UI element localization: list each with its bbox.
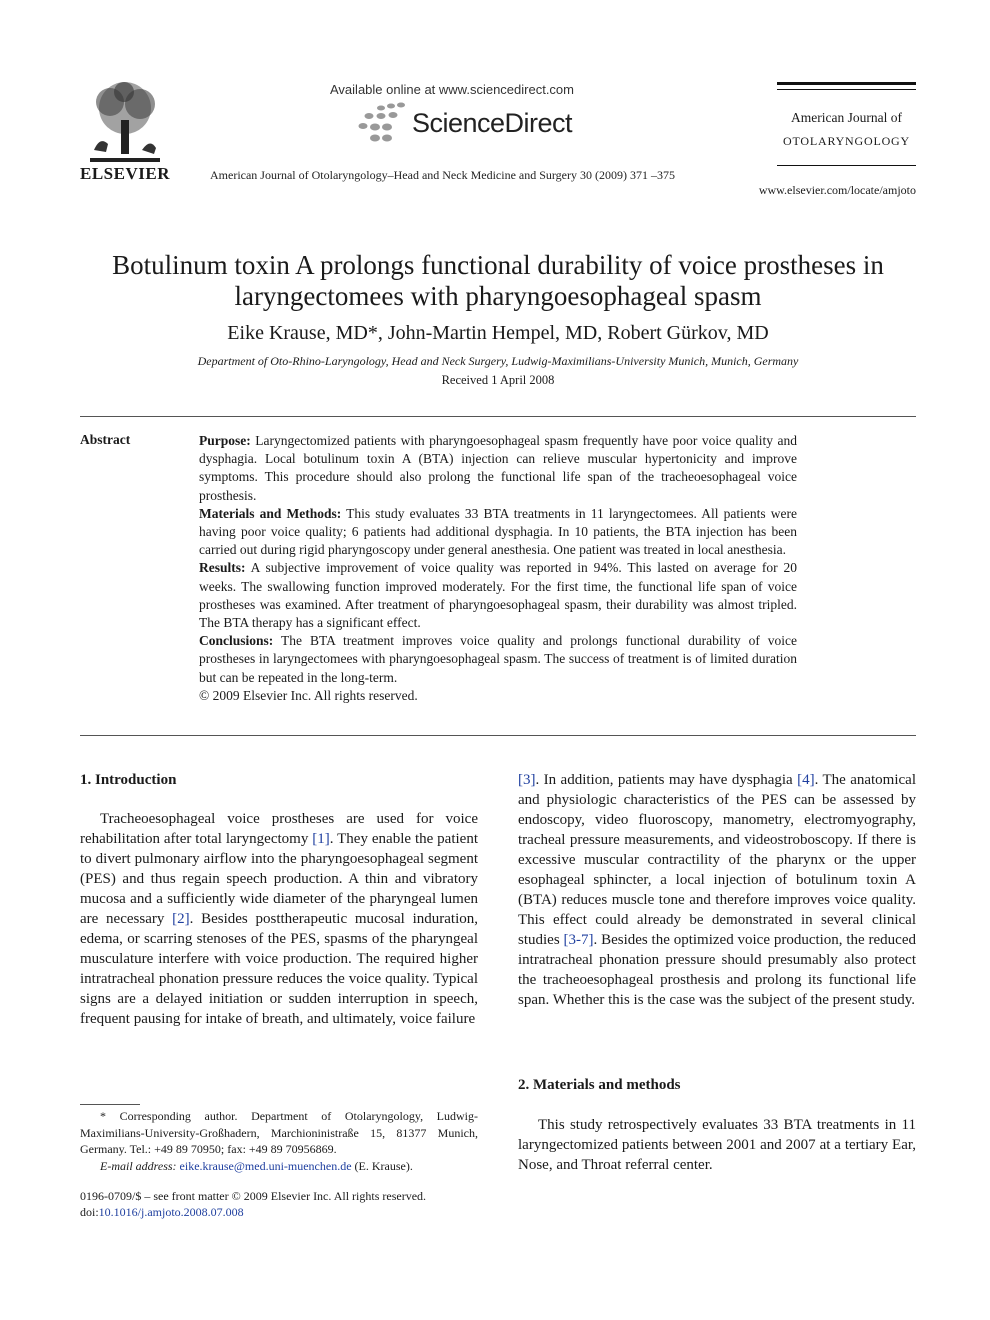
ref-link-1[interactable]: [1] bbox=[312, 831, 330, 847]
email-link[interactable]: eike.krause@med.uni-muenchen.de bbox=[179, 1158, 352, 1173]
conclusions-label: Conclusions: bbox=[199, 633, 274, 649]
journal-logo-line1: American Journal of bbox=[791, 110, 902, 125]
corresponding-author-note: * Corresponding author. Department of Otolaryngology, Ludwig-Maximilians-University-Großhadern, Marchioninistraße 15, 81377 Munich, Germany. Tel.: +49 89 70950; fax: +49 89 70956869. bbox=[80, 1109, 478, 1156]
intro-heading-wrap bbox=[80, 770, 478, 790]
intro-heading: 1. Introduction bbox=[80, 772, 177, 788]
email-suffix: (E. Krause). bbox=[354, 1158, 413, 1173]
doi-link[interactable]: 10.1016/j.amjoto.2008.07.008 bbox=[98, 1205, 244, 1219]
results-text: A subjective improvement of voice quality was reported in 94%. This lasted on average for 20 weeks. The swallowing function improved moderately. For the first time, the functional life span of voice prostheses was examined. After treatment of pharyngoesophageal spasm, their durability was almost tripled. The BTA therapy has a significant effect. bbox=[199, 560, 797, 631]
ref-link-2[interactable]: [2] bbox=[172, 911, 190, 927]
footnote bbox=[80, 1108, 478, 1174]
footnote-rule bbox=[80, 1104, 140, 1105]
received-date: Received 1 April 2008 bbox=[441, 373, 555, 387]
abstract-body bbox=[199, 432, 797, 705]
abstract-divider-bottom bbox=[80, 735, 916, 736]
journal-url[interactable]: www.elsevier.com/locate/amjoto bbox=[758, 183, 916, 197]
intro-text-3: . Besides posttherapeutic mucosal induration, edema, or scarring stenoses of the PES, spasms of the pharyngeal musculature interfere with voice production. The required higher intratracheal phonation pressure reduces the voice quality. Typical signs are a delayed initiation or sudden interruption in speech, frequent pausing for intake of breath, and ultimately, voice failure bbox=[80, 911, 478, 1027]
abstract-divider-top bbox=[80, 416, 916, 417]
abstract-conclusions bbox=[199, 632, 797, 687]
email-line bbox=[80, 1158, 478, 1175]
email-label: E-mail address: bbox=[100, 1158, 177, 1173]
abstract-methods bbox=[199, 505, 797, 560]
purpose-text: Laryngectomized patients with pharyngoesophageal spasm frequently have poor voice quality and dysphagia. Local botulinum toxin A (BTA) injection can relieve muscular hypertonicity and improve symptoms. This procedure should also prolong the functional life span of the tracheoesophageal voice prosthesis. bbox=[199, 433, 797, 503]
elsevier-tree-logo-icon bbox=[80, 80, 170, 162]
publisher-name: ELSEVIER bbox=[80, 164, 170, 183]
methods-text: This study evaluates 33 BTA treatments in 11 laryngectomees. All patients were having poor voice quality; 6 patients had additional dysphagia. In 10 patients, the BTA injection has been carried out during rigid pharyngoscopy under general anesthesia. One patient was treated in local anesthesia. bbox=[199, 505, 797, 558]
abstract-results bbox=[199, 559, 797, 632]
journal-logo-rule-bottom bbox=[777, 165, 916, 166]
intro-paragraph-right bbox=[518, 770, 916, 1010]
intro-text-6: . Besides the optimized voice production, the reduced intratracheal phonation pressure should presumably also protect the tracheoesophageal prosthesis and prolong its functional life span. Whether this is the case was the subject of the present study. bbox=[518, 932, 916, 1008]
methods-label: Materials and Methods: bbox=[199, 505, 342, 521]
doi-line bbox=[80, 1204, 478, 1220]
doi-label: doi: bbox=[80, 1205, 99, 1219]
intro-text-5: . The anatomical and physiologic characteristics of the PES can be assessed by endoscopy, video fluoroscopy, manometry, electromyography, tracheal pressure measurements, and videostroboscopy. If there is excessive muscular contractility of the pharynx or the upper esophageal sphincter, a local injection of botulinum toxin A (BTA) reduces muscle tone and therefore improves voice quality. This effect could already be demonstrated in several clinical studies bbox=[518, 772, 916, 948]
journal-logo-rule-top-thin bbox=[777, 89, 916, 90]
journal-citation-line: American Journal of Otolaryngology–Head and Neck Medicine and Surgery 30 (2009) 371 –375 bbox=[210, 168, 675, 182]
conclusions-text: The BTA treatment improves voice quality and prolongs functional durability of voice prostheses in laryngectomees with pharyngoesophageal spasm. The success of treatment is of limited duration but can be repeated in the long-term. bbox=[199, 633, 797, 685]
article-title: Botulinum toxin A prolongs functional durability of voice prostheses in laryngectomees with pharyngoesophageal spasm bbox=[112, 250, 884, 311]
ref-link-3[interactable]: [3] bbox=[518, 772, 536, 788]
methods-heading: 2. Materials and methods bbox=[518, 1077, 681, 1093]
abstract-purpose bbox=[199, 432, 797, 505]
results-label: Results: bbox=[199, 560, 246, 576]
abstract-label: Abstract bbox=[80, 432, 131, 447]
issn-line: 0196-0709/$ – see front matter © 2009 Elsevier Inc. All rights reserved. bbox=[80, 1189, 427, 1203]
journal-logo-rule-top bbox=[777, 82, 916, 85]
journal-logo-line2: OTOLARYNGOLOGY bbox=[783, 134, 910, 148]
front-matter bbox=[80, 1188, 478, 1220]
intro-paragraph-left bbox=[80, 809, 478, 1087]
abstract-copyright: © 2009 Elsevier Inc. All rights reserved. bbox=[199, 687, 418, 703]
article-authors: Eike Krause, MD*, John-Martin Hempel, MD, Robert Gürkov, MD bbox=[227, 322, 769, 344]
methods-text: This study retrospectively evaluates 33 BTA treatments in 11 laryngectomized patients between 2001 and 2007 at a tertiary Ear, Nose, and Throat referral center. bbox=[518, 1117, 916, 1173]
ref-link-5[interactable]: [3-7] bbox=[563, 932, 594, 948]
methods-paragraph bbox=[518, 1115, 916, 1175]
methods-heading-wrap bbox=[518, 1075, 916, 1095]
intro-text-2: . They enable the patient to divert pulmonary airflow into the pharyngoesophageal segment (PES) and thus regain speech production. A thin and vibratory mucosa and a sufficiently wide diameter of the pharyngeal lumen are necessary bbox=[80, 831, 478, 927]
purpose-label: Purpose: bbox=[199, 433, 251, 448]
available-online-text: Available online at www.sciencedirect.com bbox=[330, 82, 574, 97]
intro-text-1: Tracheoesophageal voice prostheses are used for voice rehabilitation after total laryngectomy bbox=[80, 811, 478, 847]
ref-link-4[interactable]: [4] bbox=[797, 772, 815, 788]
sciencedirect-wordmark: ScienceDirect bbox=[412, 108, 573, 138]
author-affiliation: Department of Oto-Rhino-Laryngology, Head and Neck Surgery, Ludwig-Maximilians-University Munich, Munich, Germany bbox=[197, 354, 799, 368]
intro-text-4: . In addition, patients may have dysphagia bbox=[535, 772, 798, 788]
